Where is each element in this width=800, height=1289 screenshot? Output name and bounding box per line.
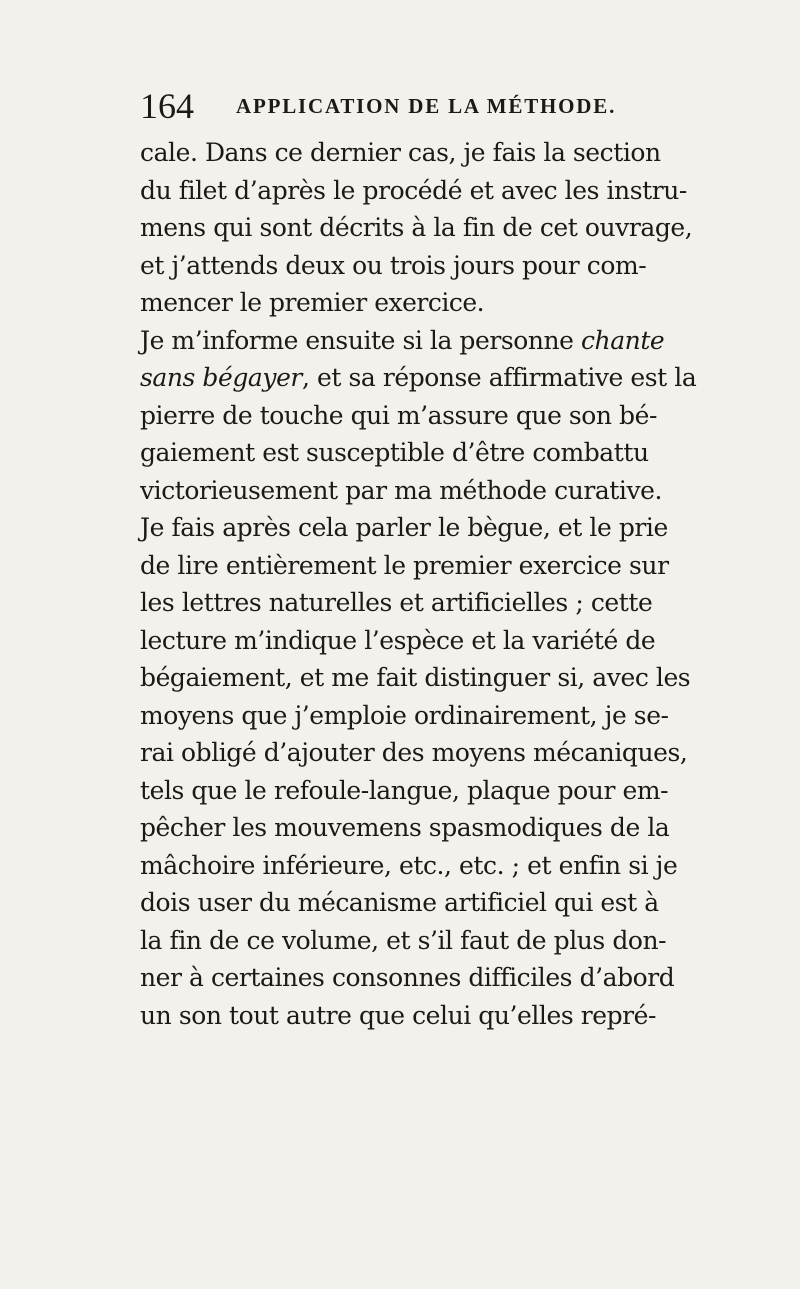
line-text: mencer le premier exercice.: [140, 288, 485, 317]
text-line: [140, 697, 710, 735]
page-number: 164: [140, 86, 194, 126]
text-line: [140, 622, 710, 660]
text-line: [140, 172, 710, 210]
text-line: [140, 922, 710, 960]
line-text: lecture m’indique l’espèce et la variété de: [140, 625, 656, 655]
line-text: moyens que j’emploie ordinairement, je se-: [140, 700, 669, 730]
line-text: bégaiement, et me fait distinguer si, avec les: [140, 663, 691, 692]
text-line: [140, 997, 710, 1035]
text-line: [140, 809, 710, 847]
line-text: mâchoire inférieure, etc., etc. ; et enfin si je: [140, 850, 678, 880]
text-line: [140, 659, 710, 697]
italic-text: chante: [581, 325, 665, 355]
text-line: [140, 509, 710, 547]
line-text: cale. Dans ce dernier cas, je fais la section: [140, 138, 661, 167]
text-line: [140, 209, 710, 247]
body-text: [140, 134, 710, 1034]
text-line: [140, 959, 710, 997]
text-line: [140, 134, 710, 172]
line-text: pierre de touche qui m’assure que son bé-: [140, 400, 657, 430]
line-text: tels que le refoule-langue, plaque pour em-: [140, 775, 669, 805]
line-text: gaiement est susceptible d’être combattu: [140, 438, 649, 467]
text-line: [140, 359, 710, 397]
text-line: [140, 397, 710, 435]
line-text: les lettres naturelles et artificielles ; cette: [140, 588, 653, 617]
running-title: APPLICATION DE LA MÉTHODE.: [236, 94, 617, 118]
line-text: pêcher les mouvemens spasmodiques de la: [140, 813, 670, 842]
text-line: [140, 322, 710, 360]
italic-text: sans bégayer: [140, 363, 302, 392]
line-text: et j’attends deux ou trois jours pour com-: [140, 250, 647, 280]
text-line: [140, 884, 710, 922]
line-text: ner à certaines consonnes difficiles d’abord: [140, 963, 675, 992]
line-text: Je fais après cela parler le bègue, et le prie: [140, 513, 668, 542]
line-text: Je m’informe ensuite si la personne: [140, 325, 581, 355]
line-text: , et sa réponse affirmative est la: [301, 363, 697, 392]
line-text: victorieusement par ma méthode curative.: [140, 475, 662, 505]
line-text: rai obligé d’ajouter des moyens mécaniques,: [140, 738, 688, 767]
text-line: [140, 434, 710, 472]
line-text: dois user du mécanisme artificiel qui est à: [140, 888, 659, 917]
text-line: [140, 734, 710, 772]
page-header: [140, 86, 700, 126]
text-line: [140, 584, 710, 622]
line-text: mens qui sont décrits à la fin de cet ouvrage,: [140, 213, 693, 242]
line-text: la fin de ce volume, et s’il faut de plus don-: [140, 925, 667, 955]
text-line: [140, 284, 710, 322]
text-line: [140, 247, 710, 285]
text-line: [140, 472, 710, 510]
text-line: [140, 847, 710, 885]
line-text: de lire entièrement le premier exercice sur: [140, 550, 669, 580]
line-text: du filet d’après le procédé et avec les instru-: [140, 175, 687, 205]
text-line: [140, 547, 710, 585]
text-line: [140, 772, 710, 810]
line-text: un son tout autre que celui qu’elles repré-: [140, 1000, 656, 1030]
